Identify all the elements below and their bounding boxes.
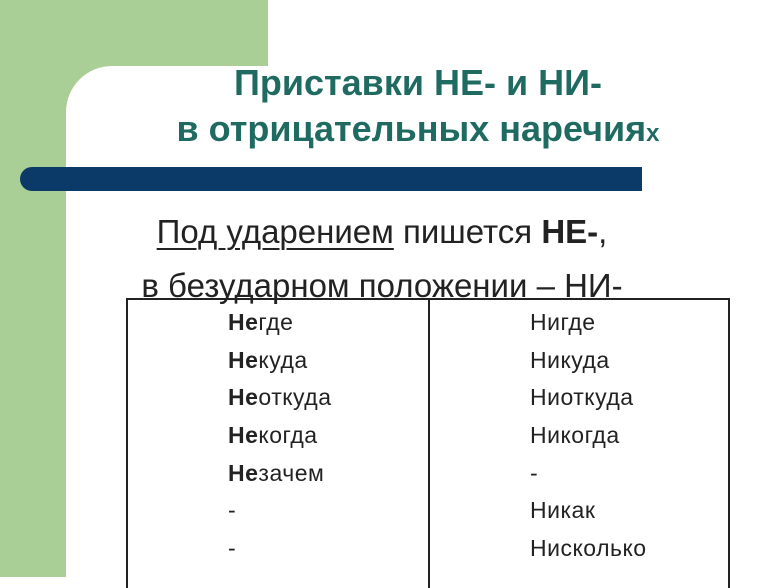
ne-word-prefix: Не bbox=[228, 459, 259, 486]
ne-word-rest: куда bbox=[258, 346, 308, 373]
ne-word-prefix: Не bbox=[228, 422, 259, 449]
ne-word-prefix: Не bbox=[228, 346, 259, 373]
examples-table bbox=[126, 298, 730, 588]
ne-word-rest: где bbox=[258, 309, 294, 335]
ne-word bbox=[228, 379, 428, 417]
ne-word-rest: - bbox=[228, 497, 237, 524]
title-line-2-main: в отрицательных наречия bbox=[176, 108, 647, 149]
ne-word-rest: - bbox=[228, 535, 237, 562]
rule-comma: , bbox=[598, 213, 608, 250]
ni-word: - bbox=[530, 459, 539, 486]
rule-line-1 bbox=[12, 212, 752, 252]
ne-word bbox=[228, 304, 428, 342]
ni-word: Никогда bbox=[530, 422, 620, 449]
ne-word bbox=[228, 417, 428, 455]
ne-word-rest: когда bbox=[258, 422, 318, 449]
ne-word-rest: зачем bbox=[258, 459, 325, 486]
rule-stressed-text: Под ударением bbox=[156, 213, 394, 250]
ne-word bbox=[228, 455, 428, 493]
slide-title-line-1: Приставки НЕ- и НИ- bbox=[234, 62, 602, 103]
ni-word: Нигде bbox=[530, 309, 596, 335]
ni-word: Нисколько bbox=[530, 535, 647, 562]
ne-word-rest: откуда bbox=[258, 384, 332, 411]
ne-word bbox=[228, 342, 428, 380]
ne-word bbox=[228, 492, 428, 530]
ne-word-prefix: Не bbox=[228, 309, 259, 335]
rule-line-2: в безударном положении – НИ- bbox=[141, 267, 623, 304]
slide-title-line-2 bbox=[66, 108, 770, 155]
title-line-2-tail: х bbox=[646, 120, 660, 147]
rule-ne-prefix: НЕ- bbox=[541, 213, 599, 250]
ni-word: Ниоткуда bbox=[530, 384, 634, 411]
ne-word bbox=[228, 530, 428, 568]
ne-column bbox=[128, 300, 430, 588]
rule-middle-text: пишется bbox=[393, 213, 542, 250]
ni-word: Никуда bbox=[530, 346, 610, 373]
ni-column bbox=[430, 300, 730, 588]
title-divider-bar bbox=[20, 167, 642, 191]
ne-word-prefix: Не bbox=[228, 384, 259, 411]
ni-word: Никак bbox=[530, 497, 596, 524]
